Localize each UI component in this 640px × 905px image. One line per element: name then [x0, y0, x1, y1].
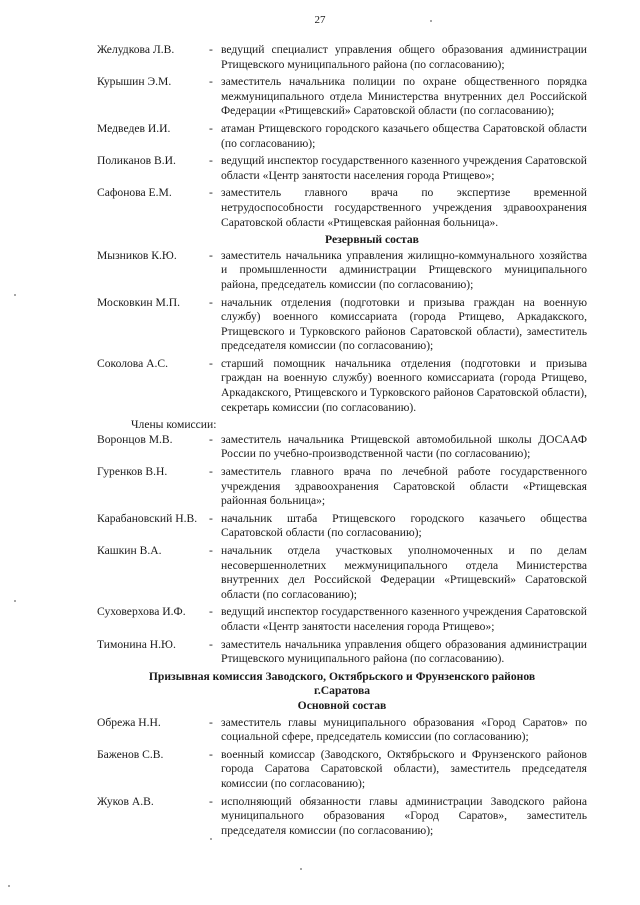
dash: - — [209, 747, 213, 761]
section-2-members — [97, 249, 587, 416]
member-row — [97, 795, 587, 839]
member-role: начальник штаба Ртищевского городского казачьего общества Саратовской области (по согласованию); — [221, 511, 587, 540]
member-name: Желудкова Л.В. — [97, 43, 175, 56]
document-body — [97, 43, 587, 841]
member-role: начальник отдела участковых уполномоченных и по делам несовершеннолетних межмуниципального отдела Министерства внутренних дел Российской Федерации «Ртищевский» Саратовской области (по согласованию); — [221, 544, 587, 601]
member-name: Кашкин В.А. — [97, 544, 162, 557]
member-role: старший помощник начальника отделения (подготовки и призыва граждан на военную службу) военного комиссариата (города Ртищево, Аркадакского, Ртищевского и Турковского районов Саратовской области), секретарь комиссии (по согласованию). — [221, 356, 587, 414]
member-row — [97, 296, 587, 354]
member-role: заместитель главного врача по экспертизе временной нетрудоспособности государственного учреждения здравоохранения Саратовской области «Ртищевская районная больница». — [221, 186, 587, 229]
commission-title-line1: Призывная комиссия Заводского, Октябрьского и Фрунзенского районов — [148, 669, 536, 683]
member-row — [97, 122, 587, 151]
commission-title-line2: г.Саратова — [313, 684, 371, 698]
member-name: Курышин Э.М. — [97, 75, 172, 89]
member-name: Воронцов М.В. — [97, 432, 173, 446]
member-row — [97, 748, 587, 792]
dash: - — [209, 715, 213, 729]
member-role: заместитель главного врача по лечебной работе государственного учреждения здравоохранения Саратовской области «Ртищевская районная больница»; — [221, 465, 587, 508]
member-row — [97, 154, 587, 183]
dash: - — [209, 121, 213, 135]
scan-speck — [14, 600, 16, 602]
member-name: Медведев И.И. — [97, 121, 171, 135]
member-name: Баженов С.В. — [97, 747, 164, 761]
member-row — [97, 465, 587, 509]
member-row — [97, 186, 587, 230]
scan-speck — [210, 838, 212, 840]
dash: - — [209, 186, 213, 200]
dash: - — [209, 248, 213, 262]
scan-speck — [8, 885, 10, 887]
dash: - — [209, 154, 213, 168]
dash: - — [209, 75, 213, 89]
member-row — [97, 75, 587, 119]
dash: - — [209, 605, 213, 619]
member-row — [97, 605, 587, 634]
member-row — [97, 638, 587, 667]
section-1-members — [97, 43, 587, 230]
dash: - — [209, 794, 213, 808]
main-composition-heading: Основной состав — [297, 698, 387, 712]
member-name: Мызников К.Ю. — [97, 248, 177, 262]
section-4-members — [97, 716, 587, 839]
member-row — [97, 249, 587, 293]
reserve-heading: Резервный состав — [325, 233, 419, 247]
dash: - — [209, 356, 213, 370]
dash: - — [209, 432, 213, 446]
member-row — [97, 357, 587, 415]
member-role: заместитель начальника полиции по охране общественного порядка межмуниципального отдела Министерства внутренних дел Российской Федерации «Ртищевский» Саратовской области (по согласованию); — [221, 75, 587, 118]
member-row — [97, 544, 587, 602]
member-role: ведущий инспектор государственного казенного учреждения Саратовской области «Центр занятости населения города Ртищево»; — [221, 154, 587, 182]
member-role: заместитель начальника Ртищевской автомобильной школы ДОСААФ России по учебно-производственной части (по согласованию); — [221, 432, 587, 461]
member-role: заместитель начальника управления жилищно-коммунального хозяйства и промышленности администрации Ртищевского муниципального района, председатель комиссии (по согласованию); — [221, 248, 587, 291]
member-role: заместитель начальника управления общего образования администрации Ртищевского муниципального района (по согласованию). — [221, 637, 587, 666]
member-role: заместитель главы муниципального образования «Город Саратов» по социальной сфере, председатель комиссии (по согласованию); — [221, 715, 587, 744]
member-name: Жуков А.В. — [97, 794, 154, 808]
dash: - — [209, 637, 213, 651]
member-name: Московкин М.П. — [97, 295, 180, 309]
scan-speck — [14, 294, 16, 296]
member-name: Обрежа Н.Н. — [97, 715, 161, 729]
member-name: Суховерхова И.Ф. — [97, 605, 186, 619]
dash: - — [209, 544, 213, 557]
member-name: Тимонина Н.Ю. — [97, 637, 176, 651]
members-label: Члены комиссии: — [131, 418, 217, 432]
member-role: исполняющий обязанности главы администрации Заводского района муниципального образования «Город Саратов», заместитель председателя комиссии (по согласованию); — [221, 794, 587, 837]
member-role: начальник отделения (подготовки и призыва граждан на военную службу) военного комиссариата (города Ртищево, Аркадакского, Ртищевского и Турковского районов Саратовской области), заместитель председателя комиссии (по согласованию); — [221, 295, 587, 353]
member-name: Гуренков В.Н. — [97, 465, 168, 479]
member-row — [97, 43, 587, 72]
scan-speck — [300, 868, 302, 870]
member-row — [97, 512, 587, 541]
member-role: атаман Ртищевского городского казачьего общества Саратовской области (по согласованию); — [221, 121, 587, 150]
member-name: Поликанов В.И. — [97, 154, 176, 168]
member-name: Сафонова Е.М. — [97, 186, 172, 200]
dash: - — [209, 295, 213, 309]
member-role: ведущий инспектор государственного казенного учреждения Саратовской области «Центр занятости населения города Ртищево»; — [221, 605, 587, 633]
section-3-members — [97, 433, 587, 667]
scan-speck — [430, 20, 432, 22]
member-row — [97, 716, 587, 745]
member-row — [97, 433, 587, 462]
dash: - — [209, 465, 213, 479]
member-role: военный комиссар (Заводского, Октябрьского и Фрунзенского районов города Саратова Саратовской области), заместитель председателя комиссии (по согласованию); — [221, 747, 587, 790]
dash: - — [209, 43, 213, 56]
page-number: 27 — [314, 14, 326, 26]
dash: - — [209, 511, 213, 525]
member-name: Карабановский Н.В. — [97, 511, 198, 525]
member-role: ведущий специалист управления общего образования администрации Ртищевского муниципального района (по согласованию); — [221, 43, 587, 71]
member-name: Соколова А.С. — [97, 356, 169, 370]
